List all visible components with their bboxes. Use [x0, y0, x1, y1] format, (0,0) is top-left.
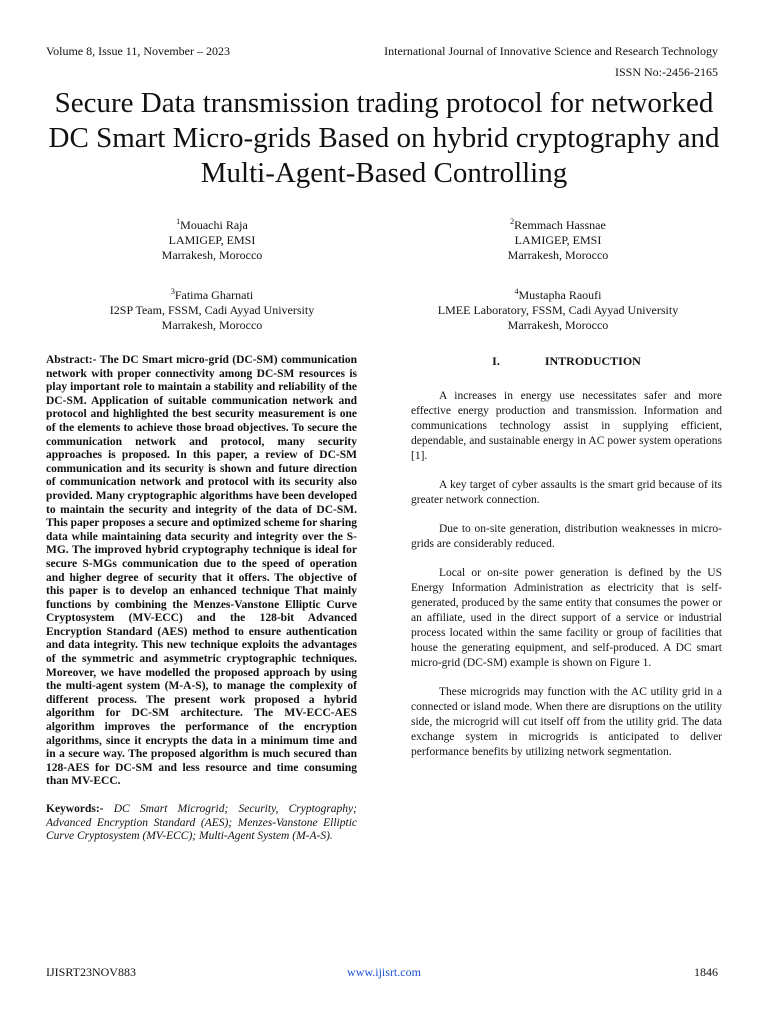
abstract-column: [46, 354, 357, 844]
author-affiliation: LAMIGEP, EMSI: [514, 233, 602, 247]
intro-paragraph: A key target of cyber assaults is the smart grid because of its greater network connection.: [411, 479, 722, 506]
author-name: Fatima Gharnati: [174, 288, 254, 302]
author-location: Marrakesh, Morocco: [507, 248, 609, 262]
introduction-column: [411, 354, 722, 774]
author-affiliation: I2SP Team, FSSM, Cadi Ayyad University: [109, 303, 315, 317]
section-title: INTRODUCTION: [544, 354, 641, 368]
author-affiliation: LMEE Laboratory, FSSM, Cadi Ayyad University: [437, 303, 679, 317]
author-sup: 3: [170, 287, 175, 296]
section-number: I.: [492, 354, 500, 368]
author-sup: 1: [176, 217, 181, 226]
journal-volume: Volume 8, Issue 11, November – 2023: [46, 44, 230, 58]
author-location: Marrakesh, Morocco: [161, 318, 263, 332]
intro-paragraph: These microgrids may function with the AC utility grid in a connected or island mode. When there are disruptions on the utility side, the microgrid will cut itself off from the utility grid. The data exchange system in microgrids is anticipated to deliver performance benefits by utilizing network segmentation.: [411, 686, 722, 758]
author-sup: 2: [510, 217, 515, 226]
section-heading: [411, 354, 722, 369]
author-affiliation: LAMIGEP, EMSI: [168, 233, 256, 247]
author-sup: 4: [514, 287, 519, 296]
author-3: [52, 284, 372, 333]
keywords: [46, 803, 357, 844]
intro-paragraph: Local or on-site power generation is defined by the US Energy Information Administration as electricity that is self-generated, produced by the same entity that consumes the power or an affiliate, used in the direct support of a service or industrial process located within the same facility or group of facilities that house the generating equipment, and self-produced. A DC smart micro-grid (DC-SM) example is shown on Figure 1.: [411, 567, 722, 669]
intro-paragraph: Due to on-site generation, distribution weaknesses in micro-grids are considerably reduced.: [411, 523, 722, 550]
intro-paragraph: A increases in energy use necessitates safer and more effective energy production and transmission. Information and communications technology assist in supplying efficient, dependable, and sustainable energy in AC power system operations [1].: [411, 390, 722, 462]
keywords-text: DC Smart Microgrid; Security, Cryptography; Advanced Encryption Standard (AES); Menzes-Vanstone Elliptic Curve Cryptosystem (MV-ECC); Multi-Agent System (M-A-S).: [46, 803, 357, 843]
article-id: IJISRT23NOV883: [46, 965, 136, 979]
page-number: 1846: [694, 965, 718, 979]
author-name: Remmach Hassnae: [514, 218, 606, 232]
author-4: [398, 284, 718, 333]
abstract-text: Abstract:- The DC Smart micro-grid (DC-SM) communication network with proper connectivity among DC-SM resources is play important role to maintain a stability and reliability of the DC-SM. Application of suitable communication network and protocol and highlighted the best security measurement is one of the elements to achieve those broad objectives. To secure the communication network and protocol, many security approaches is proposed. In this paper, a review of DC-SM communication and its security is shown and future direction of communication network and protocol with its security also provided. Many cryptographic algorithms have been developed to maintain the security and integrity of the data of DC-SM. This paper proposes a secure and optimized scheme for sharing data while maintaining data security and integrity over the S-MG. The improved hybrid cryptography technique is ideal for secure S-MGs communication due to the speed of operation and higher degree of security that it offers. The objective of this paper is to develop an enhanced technique That mainly functions by combining the Menzes-Vanstone Elliptic Curve Cryptosystem (MV-ECC) and the 128-bit Advanced Encryption Standard (AES) method to ensure authentication and data integrity. This new technique exploits the advantages of the symmetric and asymmetric cryptographic techniques. Moreover, we have modelled the proposed approach by using the multi-agent system (M-A-S), to manage the complexity of different process. The present work proposed a hybrid algorithm for DC-SM architecture. The MV-ECC-AES algorithm improves the performance of the encryption algorithms, since it encrypts the data in a minimum time and in a secure way. The proposed algorithm is much secured than 128-AES for DC-SM and less resource and time consuming than MV-ECC.: [46, 354, 357, 788]
journal-name: International Journal of Innovative Science and Research Technology: [384, 44, 718, 58]
journal-issn: ISSN No:-2456-2165: [614, 65, 718, 79]
author-name: Mouachi Raja: [180, 218, 248, 232]
author-location: Marrakesh, Morocco: [161, 248, 263, 262]
author-name: Mustapha Raoufi: [518, 288, 602, 302]
author-1: [52, 214, 372, 263]
keywords-label: Keywords:-: [46, 803, 104, 815]
author-2: [398, 214, 718, 263]
journal-url-link[interactable]: www.ijisrt.com: [347, 965, 421, 979]
author-location: Marrakesh, Morocco: [507, 318, 609, 332]
paper-title: Secure Data transmission trading protocol for networked DC Smart Micro-grids Based on hybrid cryptography and Multi-Agent-Based Controlling: [48, 87, 720, 189]
